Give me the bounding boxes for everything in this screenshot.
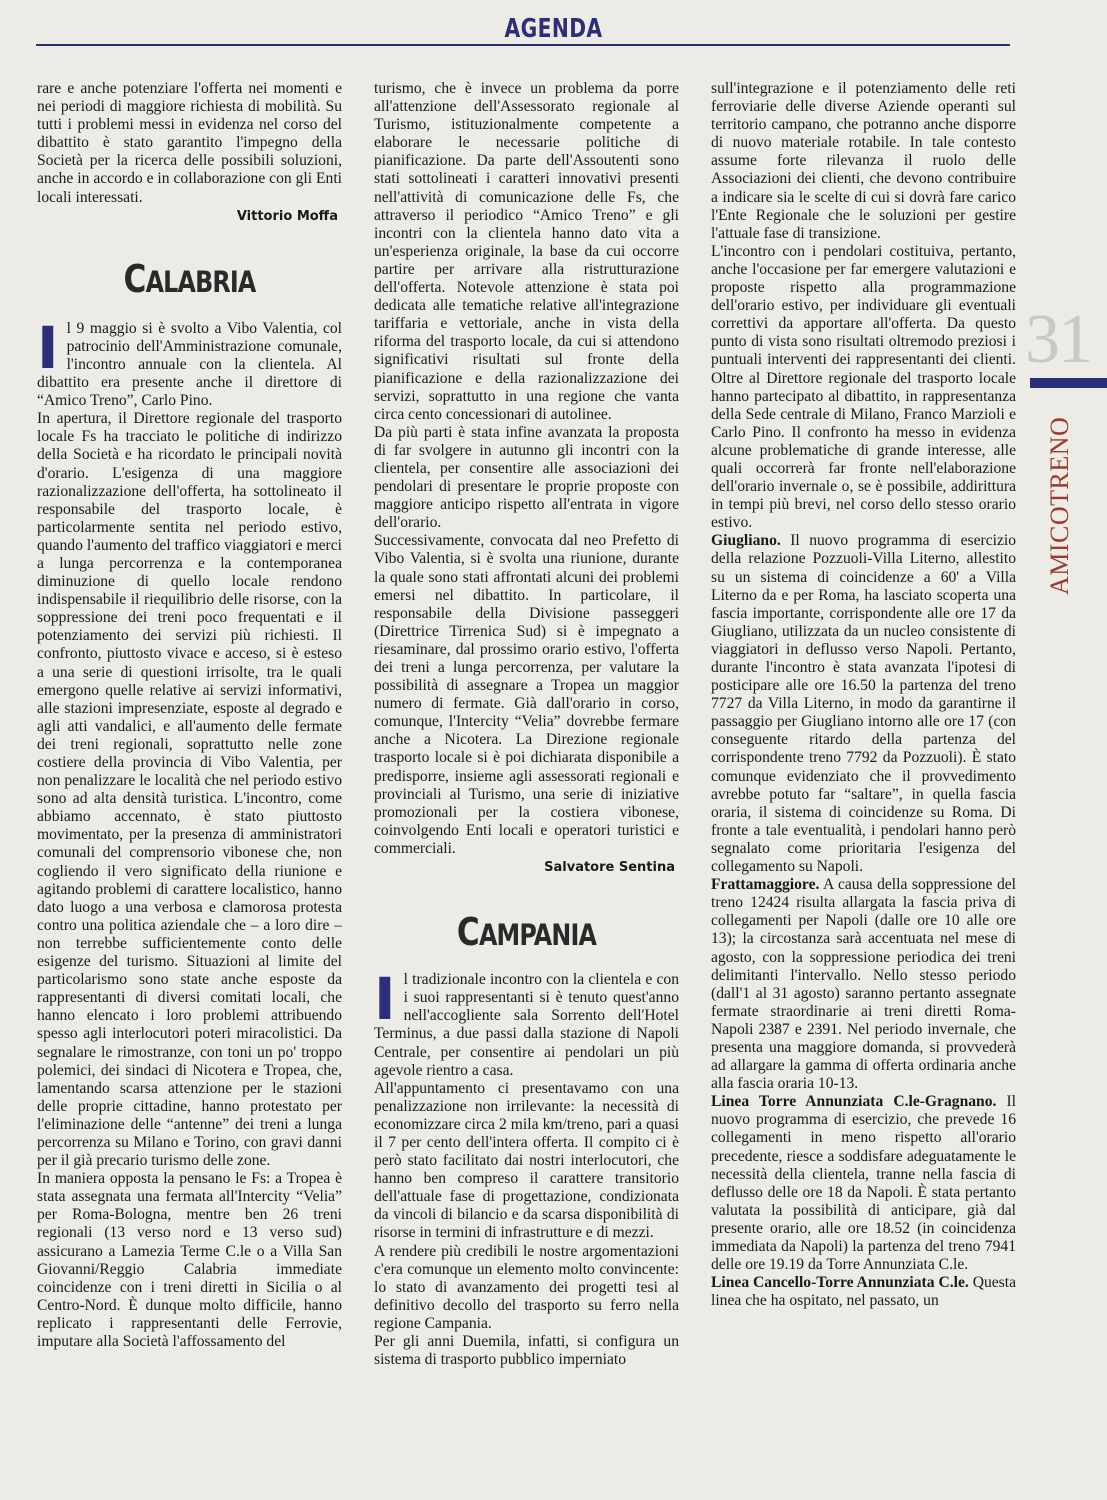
byline-salvatore-sentina: Salvatore Sentina — [544, 860, 675, 876]
paragraph: Da più parti è stata infine avanzata la proposta di far svolgere in autunno gli incontri con la clientela, per consentire alle associazioni dei pendolari di presentare le proprie proposte con maggiore anticipo rispetto all'entrata in vigore dell'orario. — [374, 423, 679, 532]
header-rule — [36, 44, 1010, 46]
paragraph: All'appuntamento ci presentavamo con una penalizzazione non irrilevante: la necessità di economizzare circa 2 mila km/treno, pari a quasi il 7 per cento dell'intera offerta. Il compito ci è però stato facilitato dai nostri interlocutori, che hanno ben compreso il carattere transitorio dell'attuale fase di progettazione, condizionata da vincoli di bilancio e da scarsa disponibilità di risorse in termini di infrastrutture e di mezzi. — [374, 1079, 679, 1242]
column-3 — [711, 80, 1016, 1310]
heading-cap: C — [456, 910, 479, 955]
side-accent-bar — [1030, 378, 1107, 388]
paragraph-text: A causa della soppressione del treno 12424 risulta allargata la fascia priva di collegamenti per Napoli (dalle ore 10 alle ore 13); la circostanza sarà accentuata nel mese di agosto, con la soppressione periodica dei treni delimitanti l'intervallo. Nello stesso periodo (dall'1 al 31 agosto) saranno pertanto assegnate fermate straordinarie ai treni diretti Roma-Napoli 2387 e 2391. Nel periodo invernale, che presenta una maggiore domanda, si provvederà ad allargare la gamma di offerta ordinaria anche alla fascia oraria 10-13. — [711, 876, 1016, 1093]
section-heading-calabria — [64, 256, 314, 301]
heading-cap: C — [123, 256, 146, 301]
paragraph-gragnano — [711, 1093, 1016, 1274]
lead-gragnano: Linea Torre Annunziata C.le-Gragnano. — [711, 1093, 997, 1111]
paragraph: Successivamente, convocata dal neo Prefetto di Vibo Valentia, si è svolta una riunione, durante la quale sono stati affrontati alcuni dei problemi emersi nel dibattito. In particolare, il responsabile della Divisione passeggeri (Direttrice Tirrenica Sud) si è impegnato a riesaminare, dal prossimo orario estivo, l'offerta dei treni a lunga percorrenza, per valutare la possibilità di assegnare a Tropea un maggior numero di fermate. Già dall'orario in corso, comunque, l'Intercity “Velia” dovrebbe fermare anche a Nicotera. La Direzione regionale trasporto locale si è poi dichiarata disponibile a predisporre, insieme agli assessorati regionali e provinciali al Turismo, una serie di iniziative promozionali per la costiera vibonese, coinvolgendo Enti locali e operatori turistici e commerciali. — [374, 532, 679, 857]
heading-rest: ALABRIA — [145, 264, 256, 299]
lead-paragraph — [37, 313, 342, 410]
paragraph: In apertura, il Direttore regionale del trasporto locale Fs ha tracciato le politiche di indirizzo della Società e ha ricordato le principali novità d'orario. L'esigenza di una maggiore razionalizzazione dell'offerta, ha sottolineato il responsabile del trasporto locale, è particolarmente sentita nel periodo estivo, quando l'aumento del traffico viaggiatori e merci a lunga percorrenza e la contemporanea diminuzione di quello locale rendono indispensabile il riequilibrio delle risorse, con la soppressione dei treni poco frequentati e il potenziamento dei servizi più richiesti. Il confronto, piuttosto vivace e acceso, si è esteso a una serie di questioni irrisolte, tra le quali emergono quelle relative ai servizi informativi, alle stazioni impresenziate, esposte al degrado e agli atti vandalici, e all'aumento delle fermate dei treni regionali, soprattutto nelle zone costiere della provincia di Vibo Valentia, per non penalizzare le località che nel periodo estivo sono ad alta densità turistica. L'incontro, come abbiamo accennato, è stato piuttosto movimentato, per la presenza di amministratori comunali del comprensorio vibonese che, non cogliendo il vero significato della riunione e agitando problemi di carattere localistico, hanno dato luogo a una verbosa e clamorosa protesta contro una politica aziendale che – a loro dire – non terrebbe sufficientemente conto delle esigenze del turismo. Situazioni al limite del particolarismo sono state anche esposte da rappresentanti di diversi comitati locali, che hanno elencato i loro problemi attribuendo spesso agli interlocutori poteri miracolistici. Da segnalare le rimostranze, con toni un po' troppo polemici, dei sindaci di Nicotera e Tropea, che, lamentando scarsa attenzione per le stazioni delle proprie cittadine, hanno protestato per l'eliminazione delle “antenne” dei treni a lunga percorrenza su Milano e Torino, con gravi danni per il già precario turismo delle zone. — [37, 410, 342, 1170]
paragraph-text: Questa linea che ha ospitato, nel passato, un — [711, 1274, 1016, 1310]
column-2 — [374, 80, 679, 1369]
lead-paragraph — [374, 965, 679, 1080]
paragraph-text: Il nuovo programma di esercizio, che prevede 16 collegamenti in meno rispetto all'orario precedente, riesce a soddisfare adeguatamente le necessità della clientela, tranne nella fascia di deflusso delle ore 18 da Napoli. È stata pertanto valutata la possibilità di anticipare, già dal presente orario, alle ore 18.52 (in coincidenza immediata da Napoli) la partenza del treno 7941 delle ore 19.19 da Torre Annunziata C.le. — [711, 1093, 1016, 1274]
paragraph-frattamaggiore — [711, 876, 1016, 1093]
column-1 — [37, 80, 342, 1351]
paragraph-giugliano — [711, 532, 1016, 876]
lead-text: l tradizionale incontro con la clientela e con i suoi rappresentanti si è tenuto quest'anno nell'accogliente sala Sorrento dell'Hotel Terminus, a due passi dalla stazione di Napoli Centrale, per consentire ai pendolari un più agevole rientro a casa. — [374, 971, 679, 1079]
paragraph: In maniera opposta la pensano le Fs: a Tropea è stata assegnata una fermata all'Intercity “Velia” per Roma-Bologna, mentre ben 26 treni regionali (13 verso nord e 13 verso sud) assicurano a Lamezia Terme C.le o a Villa San Giovanni/Reggio Calabria immediate coincidenze con i treni diretti in Sicilia o al Centro-Nord. È dunque molto difficile, hanno replicato i rappresentanti delle Ferrovie, imputare alla Società l'affossamento del — [37, 1170, 342, 1350]
paragraph: L'incontro con i pendolari costituiva, pertanto, anche l'occasione per far emergere valutazioni e proposte rispetto alla programmazione dell'orario estivo, per individuare gli eventuali correttivi da apportare all'offerta. Da questo punto di vista sono risultati oltremodo preziosi i puntuali interventi dei rappresentanti dei clienti. Oltre al Direttore regionale del trasporto locale hanno partecipato al dibattito, in rappresentanza della Sede centrale di Milano, Franco Marzioli e Carlo Pino. Il confronto ha messo in evidenza alcune problematiche di grande interesse, alle quali occorrerà far fronte nell'elaborazione dell'orario invernale o, se è possibile, addirittura in tempi più brevi, nel corso dello stesso orario estivo. — [711, 242, 1016, 532]
paragraph-text: Il nuovo programma di esercizio della relazione Pozzuoli-Villa Literno, allestito su un sistema di coincidenze a 60' a Villa Literno da e per Roma, ha lasciato scoperta una fascia importante, corrispondente alle ore 17 da Giugliano, utilizzata da un nucleo consistente di viaggiatori in deflusso verso Napoli. Pertanto, durante l'incontro è stata avanzata l'ipotesi di posticipare alle ore 16.50 la partenza del treno 7727 da Villa Literno, in modo da garantirne il passaggio per Giugliano intorno alle ore 17 (con conseguente ritardo della partenza del corrispondente treno 7792 da Pozzuoli). È stato comunque evidenziato che il provvedimento avrebbe potuto far “saltare”, in quella fascia oraria, il sistema di coincidenze su Roma. Di fronte a tale eventualità, i pendolari hanno però segnalato come prioritaria l'esigenza del collegamento su Napoli. — [711, 532, 1016, 876]
paragraph: sull'integrazione e il potenziamento delle reti ferroviarie delle diverse Aziende operanti sul territorio campano, che potranno anche disporre di nuovo materiale rotabile. In tale contesto assume forte rilevanza il ruolo delle Associazioni dei clienti, che devono contribuire a indicare sia le scelte di cui si dovrà fare carico l'Ente Regionale che le soluzioni per gestire l'attuale fase di transizione. — [711, 80, 1016, 242]
drop-cap: I — [37, 313, 59, 382]
heading-rest: AMPANIA — [478, 918, 597, 953]
header-title: AGENDA — [504, 14, 603, 44]
paragraph: Per gli anni Duemila, infatti, si configura un sistema di trasporto pubblico imperniato — [374, 1333, 679, 1369]
paragraph: rare e anche potenziare l'offerta nei momenti e nei periodi di maggiore richiesta di mobilità. Su tutti i problemi messi in evidenza nel corso del dibattito è stato garantito l'impegno della Società per la ricerca delle possibili soluzioni, anche in accordo e in collaborazione con gli Enti locali interessati. — [37, 80, 342, 206]
lead-giugliano: Giugliano. — [711, 532, 781, 550]
paragraph: A rendere più credibili le nostre argomentazioni c'era comunque un elemento molto convincente: lo stato di avanzamento dei progetti tesi al definitivo decollo del trasporto su ferro nella regione Campania. — [374, 1242, 679, 1332]
section-heading-campania — [401, 910, 651, 955]
page-number: 31 — [1025, 301, 1091, 378]
magazine-name-vertical: AMICOTRENO — [1045, 416, 1074, 595]
paragraph-cancello — [711, 1274, 1016, 1310]
lead-frattamaggiore: Frattamaggiore. — [711, 876, 820, 894]
lead-cancello: Linea Cancello-Torre Annunziata C.le. — [711, 1274, 969, 1292]
drop-cap: I — [374, 965, 396, 1034]
paragraph: turismo, che è invece un problema da porre all'attenzione dell'Assessorato regionale al Turismo, istituzionalmente competente a elaborare le necessarie politiche di pianificazione. Da parte dell'Assoutenti sono stati sottolineati i caratteri innovativi presenti nell'attività di comunicazione delle Fs, che attraverso il periodico “Amico Treno” e gli incontri con la clientela hanno dato vita a un'esperienza originale, la base da cui occorre partire per arrivare alla ristrutturazione dell'offerta. Notevole attenzione è stata poi dedicata alle tematiche relative all'integrazione tariffaria e vettoriale, anche in vista della riforma del trasporto locale, da cui si attendono significativi risultati sul fronte della pianificazione e della razionalizzazione dei servizi, soprattutto in una regione che vanta circa cento concessionari di autolinee. — [374, 80, 679, 423]
lead-text: l 9 maggio si è svolto a Vibo Valentia, col patrocinio dell'Amministrazione comunale, l'incontro annuale con la clientela. Al dibattito era presente anche il direttore di “Amico Treno”, Carlo Pino. — [37, 319, 342, 410]
byline-vittorio-moffa: Vittorio Moffa — [236, 208, 338, 224]
